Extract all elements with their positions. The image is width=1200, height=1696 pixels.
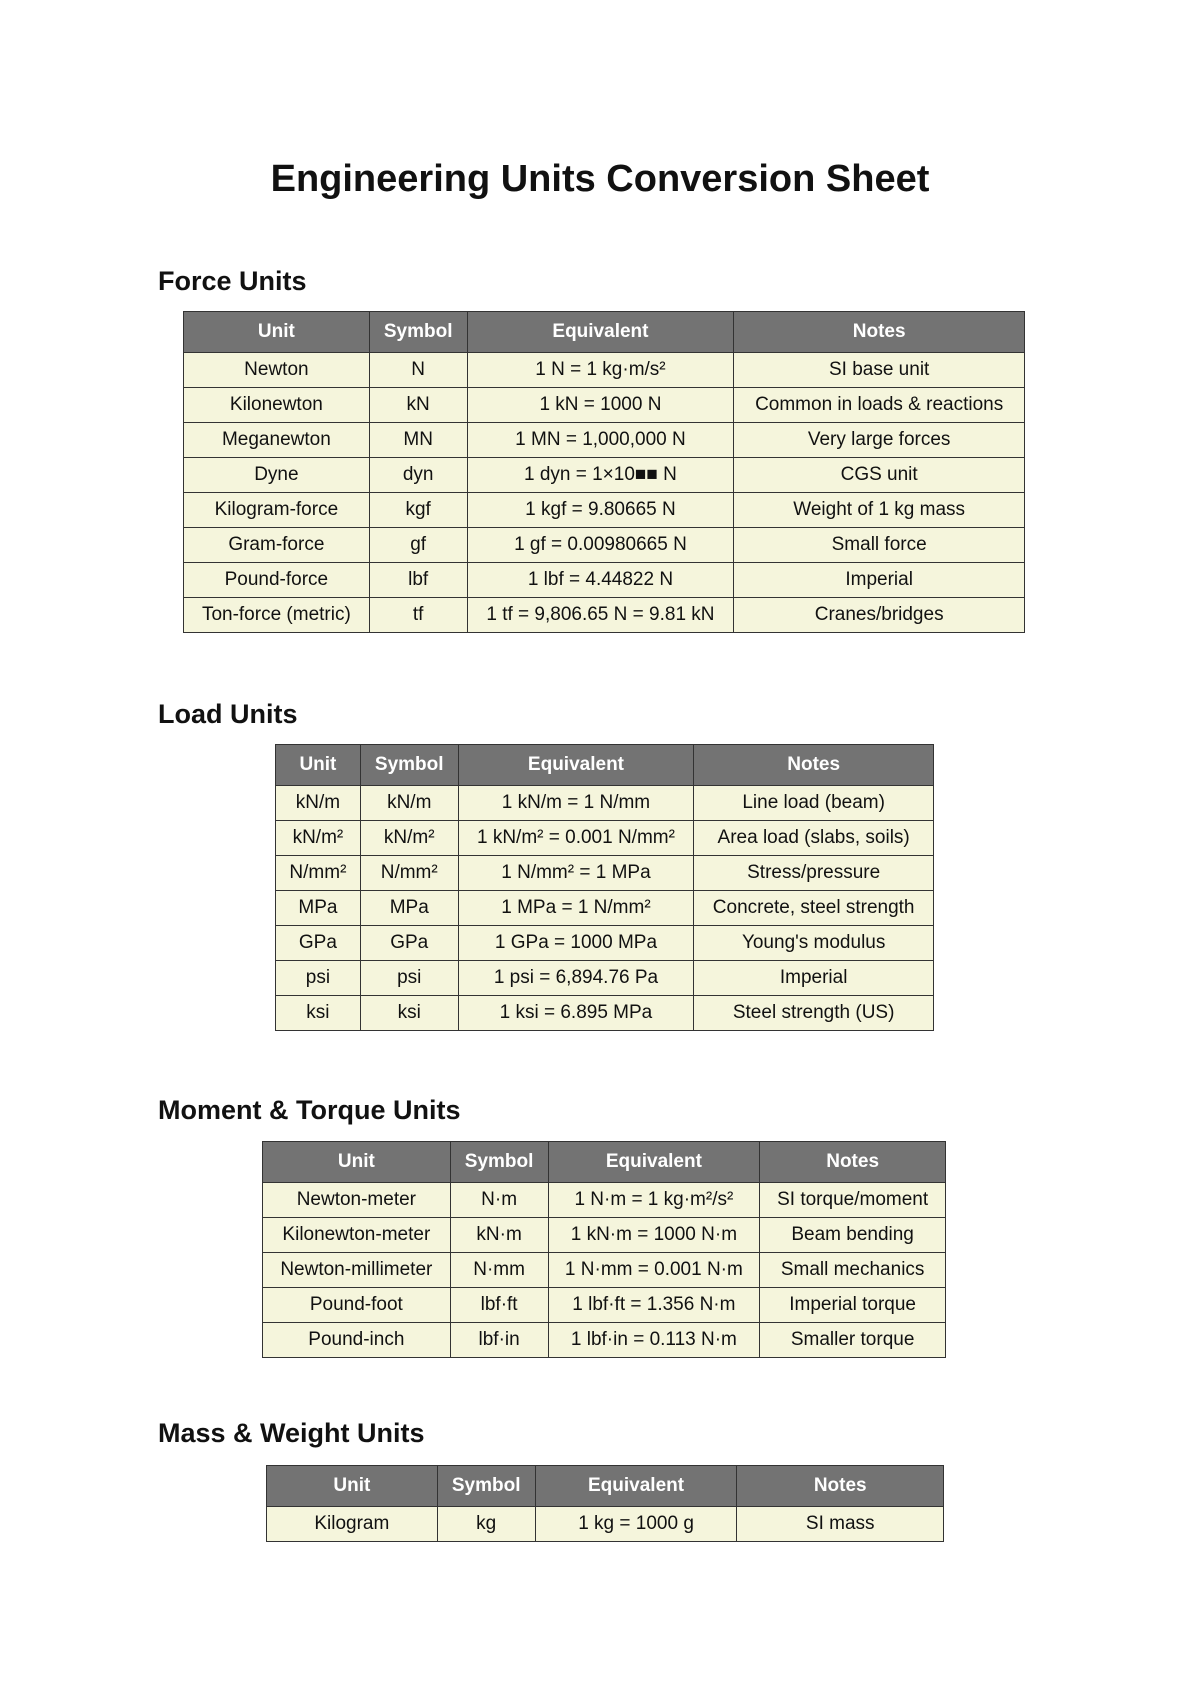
column-header-symbol: Symbol <box>369 312 467 353</box>
notes-cell: Young's modulus <box>694 926 934 961</box>
table-row <box>263 1253 946 1288</box>
equivalent-cell: 1 lbf·ft = 1.356 N·m <box>548 1288 760 1323</box>
notes-cell: Beam bending <box>760 1218 946 1253</box>
notes-cell: Very large forces <box>734 423 1025 458</box>
symbol-cell: kgf <box>369 493 467 528</box>
unit-cell: Newton <box>184 353 370 388</box>
symbol-cell: MN <box>369 423 467 458</box>
notes-cell: Imperial torque <box>760 1288 946 1323</box>
symbol-cell: MPa <box>360 891 458 926</box>
symbol-cell: N/mm² <box>360 856 458 891</box>
equivalent-cell: 1 gf = 0.00980665 N <box>467 528 734 563</box>
equivalent-cell: 1 kN·m = 1000 N·m <box>548 1218 760 1253</box>
equivalent-cell: 1 ksi = 6.895 MPa <box>458 996 694 1031</box>
equivalent-cell: 1 dyn = 1×10■■ N <box>467 458 734 493</box>
equivalent-cell: 1 kg = 1000 g <box>535 1507 737 1542</box>
equivalent-cell: 1 N·m = 1 kg·m²/s² <box>548 1183 760 1218</box>
load-units-table <box>275 744 934 1031</box>
column-header-notes: Notes <box>760 1142 946 1183</box>
notes-cell: Small force <box>734 528 1025 563</box>
table-row <box>184 493 1025 528</box>
unit-cell: Ton-force (metric) <box>184 598 370 633</box>
unit-cell: Meganewton <box>184 423 370 458</box>
load-units-heading: Load Units <box>158 699 298 729</box>
mass-weight-units-table <box>266 1465 944 1542</box>
symbol-cell: kg <box>437 1507 535 1542</box>
equivalent-cell: 1 MN = 1,000,000 N <box>467 423 734 458</box>
table-header-row <box>263 1142 946 1183</box>
table-row <box>184 598 1025 633</box>
symbol-cell: gf <box>369 528 467 563</box>
unit-cell: ksi <box>276 996 361 1031</box>
symbol-cell: N·mm <box>450 1253 548 1288</box>
table-row <box>276 961 934 996</box>
table-header-row <box>267 1466 944 1507</box>
unit-cell: Kilonewton <box>184 388 370 423</box>
moment-torque-units-table <box>262 1141 946 1358</box>
table-row <box>263 1288 946 1323</box>
unit-cell: GPa <box>276 926 361 961</box>
notes-cell: Concrete, steel strength <box>694 891 934 926</box>
symbol-cell: kN/m <box>360 786 458 821</box>
column-header-unit: Unit <box>267 1466 438 1507</box>
moment-torque-units-heading: Moment & Torque Units <box>158 1095 461 1125</box>
symbol-cell: kN/m² <box>360 821 458 856</box>
equivalent-cell: 1 tf = 9,806.65 N = 9.81 kN <box>467 598 734 633</box>
table-row <box>276 891 934 926</box>
table-row <box>276 856 934 891</box>
unit-cell: psi <box>276 961 361 996</box>
column-header-symbol: Symbol <box>437 1466 535 1507</box>
column-header-unit: Unit <box>276 745 361 786</box>
column-header-unit: Unit <box>184 312 370 353</box>
unit-cell: Pound-inch <box>263 1323 451 1358</box>
equivalent-cell: 1 psi = 6,894.76 Pa <box>458 961 694 996</box>
unit-cell: Kilogram <box>267 1507 438 1542</box>
table-row <box>263 1323 946 1358</box>
unit-cell: Dyne <box>184 458 370 493</box>
symbol-cell: dyn <box>369 458 467 493</box>
equivalent-cell: 1 kN/m = 1 N/mm <box>458 786 694 821</box>
equivalent-cell: 1 lbf = 4.44822 N <box>467 563 734 598</box>
notes-cell: Area load (slabs, soils) <box>694 821 934 856</box>
symbol-cell: kN·m <box>450 1218 548 1253</box>
notes-cell: Common in loads & reactions <box>734 388 1025 423</box>
table-row <box>184 563 1025 598</box>
symbol-cell: tf <box>369 598 467 633</box>
table-row <box>263 1183 946 1218</box>
unit-cell: kN/m² <box>276 821 361 856</box>
unit-cell: Gram-force <box>184 528 370 563</box>
table-header-row <box>276 745 934 786</box>
unit-cell: Newton-meter <box>263 1183 451 1218</box>
notes-cell: Stress/pressure <box>694 856 934 891</box>
notes-cell: SI base unit <box>734 353 1025 388</box>
table-row <box>184 388 1025 423</box>
notes-cell: SI torque/moment <box>760 1183 946 1218</box>
force-units-table <box>183 311 1025 633</box>
notes-cell: Line load (beam) <box>694 786 934 821</box>
notes-cell: Small mechanics <box>760 1253 946 1288</box>
symbol-cell: lbf <box>369 563 467 598</box>
notes-cell: CGS unit <box>734 458 1025 493</box>
equivalent-cell: 1 kN = 1000 N <box>467 388 734 423</box>
column-header-equivalent: Equivalent <box>535 1466 737 1507</box>
unit-cell: MPa <box>276 891 361 926</box>
mass-weight-units-heading: Mass & Weight Units <box>158 1418 425 1448</box>
unit-cell: Kilonewton-meter <box>263 1218 451 1253</box>
table-row <box>276 821 934 856</box>
equivalent-cell: 1 N/mm² = 1 MPa <box>458 856 694 891</box>
column-header-equivalent: Equivalent <box>467 312 734 353</box>
unit-cell: kN/m <box>276 786 361 821</box>
notes-cell: Cranes/bridges <box>734 598 1025 633</box>
table-row <box>276 996 934 1031</box>
symbol-cell: N <box>369 353 467 388</box>
unit-cell: Newton-millimeter <box>263 1253 451 1288</box>
notes-cell: Smaller torque <box>760 1323 946 1358</box>
table-row <box>263 1218 946 1253</box>
column-header-equivalent: Equivalent <box>548 1142 760 1183</box>
column-header-notes: Notes <box>734 312 1025 353</box>
table-row <box>184 353 1025 388</box>
symbol-cell: GPa <box>360 926 458 961</box>
table-row <box>184 458 1025 493</box>
notes-cell: Imperial <box>694 961 934 996</box>
equivalent-cell: 1 kN/m² = 0.001 N/mm² <box>458 821 694 856</box>
force-units-heading: Force Units <box>158 266 307 296</box>
symbol-cell: N·m <box>450 1183 548 1218</box>
notes-cell: SI mass <box>737 1507 944 1542</box>
table-header-row <box>184 312 1025 353</box>
symbol-cell: lbf·ft <box>450 1288 548 1323</box>
unit-cell: Pound-foot <box>263 1288 451 1323</box>
equivalent-cell: 1 MPa = 1 N/mm² <box>458 891 694 926</box>
notes-cell: Imperial <box>734 563 1025 598</box>
symbol-cell: psi <box>360 961 458 996</box>
table-row <box>184 528 1025 563</box>
equivalent-cell: 1 N·mm = 0.001 N·m <box>548 1253 760 1288</box>
table-row <box>276 926 934 961</box>
unit-cell: Kilogram-force <box>184 493 370 528</box>
symbol-cell: lbf·in <box>450 1323 548 1358</box>
column-header-equivalent: Equivalent <box>458 745 694 786</box>
equivalent-cell: 1 lbf·in = 0.113 N·m <box>548 1323 760 1358</box>
equivalent-cell: 1 GPa = 1000 MPa <box>458 926 694 961</box>
column-header-unit: Unit <box>263 1142 451 1183</box>
column-header-notes: Notes <box>694 745 934 786</box>
table-row <box>184 423 1025 458</box>
symbol-cell: kN <box>369 388 467 423</box>
symbol-cell: ksi <box>360 996 458 1031</box>
unit-cell: Pound-force <box>184 563 370 598</box>
notes-cell: Steel strength (US) <box>694 996 934 1031</box>
equivalent-cell: 1 kgf = 9.80665 N <box>467 493 734 528</box>
page-title: Engineering Units Conversion Sheet <box>270 158 930 200</box>
equivalent-cell: 1 N = 1 kg·m/s² <box>467 353 734 388</box>
unit-cell: N/mm² <box>276 856 361 891</box>
table-row <box>267 1507 944 1542</box>
column-header-notes: Notes <box>737 1466 944 1507</box>
column-header-symbol: Symbol <box>450 1142 548 1183</box>
column-header-symbol: Symbol <box>360 745 458 786</box>
table-row <box>276 786 934 821</box>
notes-cell: Weight of 1 kg mass <box>734 493 1025 528</box>
